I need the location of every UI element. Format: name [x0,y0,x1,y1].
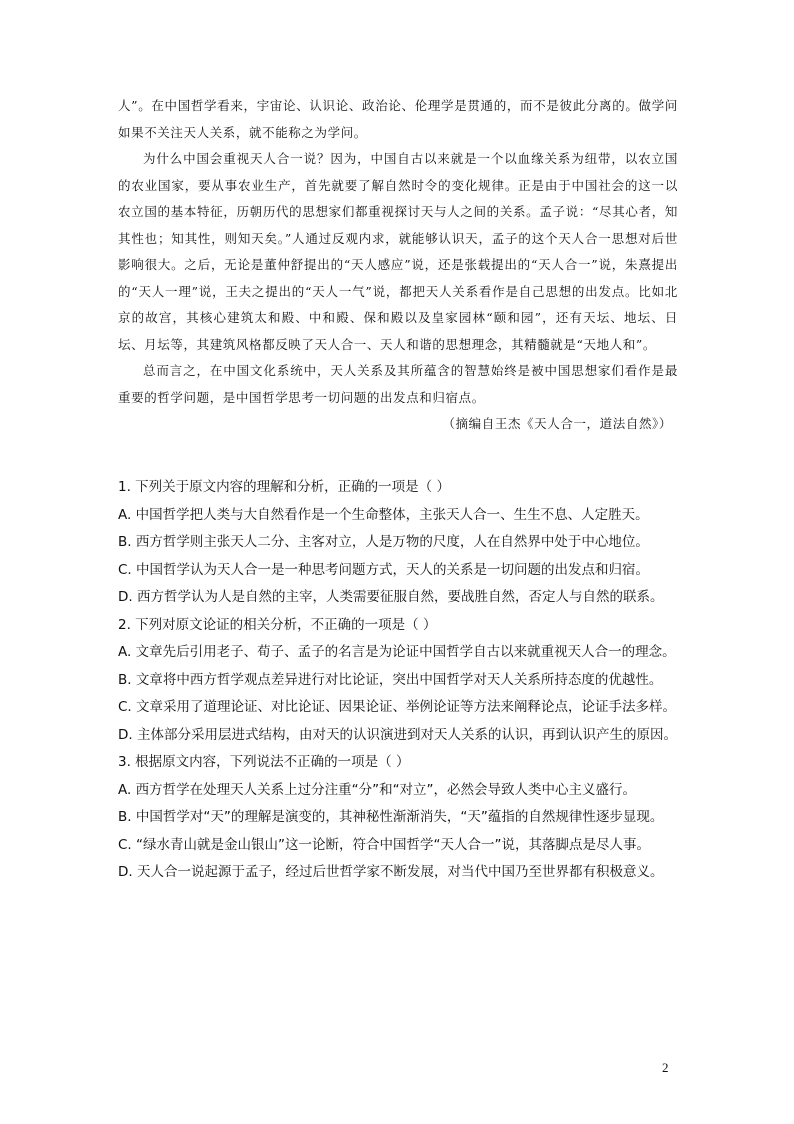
questions-section [118,474,680,887]
question-stem: 1. 下列关于原文内容的理解和分析，正确的一项是（ ） [118,479,450,495]
option-c: C. 中国哲学认为天人合一是一种思考问题方式，天人的关系是一切问题的出发点和归宿。 [118,561,650,578]
option-b: B. 文章将中西方哲学观点差异进行对比论证，突出中国哲学对天人关系所持态度的优越性。 [118,671,663,688]
option-c: C. 文章采用了道理论证、对比论证、因果论证、举例论证等方法来阐释论点，论证手法多样。 [118,699,677,715]
option-a: A. 文章先后引用老子、荀子、孟子的名言是为论证中国哲学自古以来就重视天人合一的理念。 [118,644,676,660]
option-a: A. 中国哲学把人类与大自然看作是一个生命整体，主张天人合一、生生不息、人定胜天。 [118,506,649,523]
passage-paragraph: 人”。在中国哲学看来，宇宙论、认识论、政治论、伦理学是贯通的，而不是彼此分离的。做学问如果不关注天人关系，就不能称之为学问。 [118,98,678,140]
question-3 [118,749,680,887]
option-d: D. 主体部分采用层进式结构，由对天的认识演进到对天人关系的认识，再到认识产生的原因。 [118,726,677,743]
question-2 [118,612,680,750]
question-1 [118,474,680,612]
passage-paragraph: 为什么中国会重视天人合一说？因为，中国自古以来就是一个以血缘关系为纽带，以农立国的农业国家，要从事农业生产，首先就要了解自然时令的变化规律。正是由于中国社会的这一以农立国的基本特征，历朝历代的思想家们都重视探讨天与人之间的关系。孟子说：“尽其心者，知其性也；知其性，则知天矣。”人通过反观内求，就能够认识天，孟子的这个天人合一思想对后世影响很大。之后，无论是董仲舒提出的“天人感应”说，还是张载提出的“天人合一”说，朱熹提出的“天人一理”说，王夫之提出的“天人一气”说，都把天人关系看作是自己思想的出发点。比如北京的故宫，其核心建筑太和殿、中和殿、保和殿以及皇家园林“颐和园”，还有天坛、地坛、日坛、月坛等，其建筑风格都反映了天人合一、天人和谐的思想理念，其精髓就是“天地人和”。 [118,151,678,352]
option-a: A. 西方哲学在处理天人关系上过分注重“分”和“对立”，必然会导致人类中心主义盛行。 [118,781,637,798]
passage-source: （摘编自王杰《天人合一，道法自然》） [442,416,672,431]
question-stem: 2. 下列对原文论证的相关分析，不正确的一项是（ ） [118,616,437,633]
option-c: C. “绿水青山就是金山银山”这一论断，符合中国哲学“天人合一”说，其落脚点是尽人事。 [118,836,650,853]
passage-paragraph: 总而言之，在中国文化系统中，天人关系及其所蕴含的智慧始终是被中国思想家们看作是最重要的哲学问题，是中国哲学思考一切问题的出发点和归宿点。 [118,363,678,405]
option-b: B. 中国哲学对“天”的理解是演变的，其神秘性渐渐消失，“天”蕴指的自然规律性逐步显现。 [118,809,664,825]
option-d: D. 天人合一说起源于孟子，经过后世哲学家不断发展，对当代中国乃至世界都有积极意义。 [118,864,664,880]
page-number: 2 [662,1060,669,1075]
question-stem: 3. 根据原文内容，下列说法不正确的一项是（ ） [118,754,410,770]
passage [118,93,678,438]
option-b: B. 西方哲学则主张天人二分、主客对立，人是万物的尺度，人在自然界中处于中心地位。 [118,534,649,550]
option-d: D. 西方哲学认为人是自然的主宰，人类需要征服自然，要战胜自然，否定人与自然的联系。 [118,589,664,605]
